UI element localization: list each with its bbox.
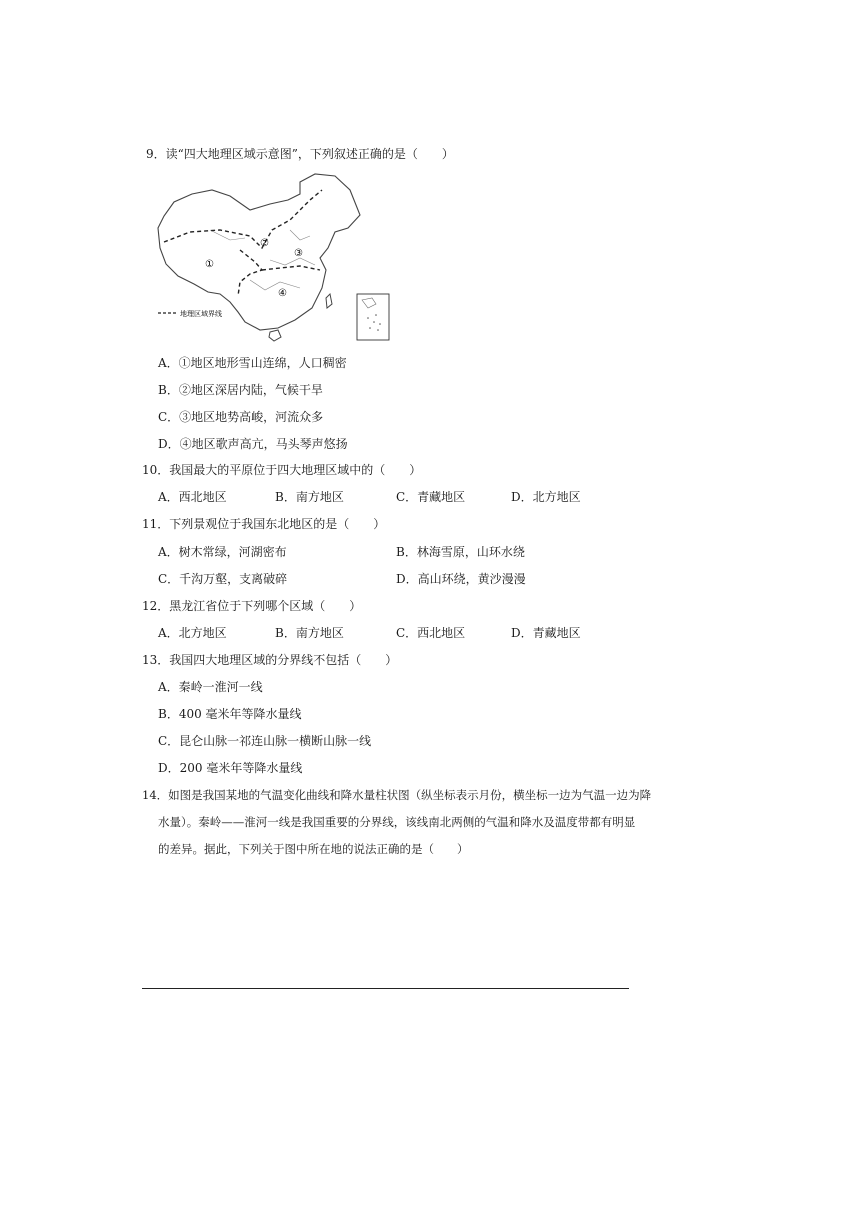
q9-option-d: D．④地区歌声高亢，马头琴声悠扬 — [158, 437, 348, 451]
q12-option-b: B．南方地区 — [275, 626, 344, 640]
q12-option-a: A．北方地区 — [158, 626, 227, 640]
q11-option-c: C．千沟万壑，支离破碎 — [158, 572, 288, 586]
q9-option-b: B．②地区深居内陆，气候干旱 — [158, 383, 323, 397]
q10-option-b: B．南方地区 — [275, 490, 344, 504]
question-14-stem-line-1: 14．如图是我国某地的气温变化曲线和降水量柱状图（纵坐标表示月份，横坐标一边为气温一边为降 — [142, 788, 652, 802]
question-14-stem-line-3: 的差异。据此，下列关于图中所在地的说法正确的是（ ） — [158, 842, 469, 856]
q11-option-b: B．林海雪原，山环水绕 — [396, 545, 525, 559]
region-label-3: ③ — [294, 248, 303, 259]
region-label-2: ② — [260, 238, 269, 249]
q9-option-a: A．①地区地形雪山连绵，人口稠密 — [158, 356, 347, 370]
region-label-1: ① — [205, 259, 214, 270]
boundary-qinling-huaihe — [262, 266, 320, 270]
q10-option-a: A．西北地区 — [158, 490, 227, 504]
q10-option-d: D．北方地区 — [511, 490, 581, 504]
q13-option-a: A．秦岭一淮河一线 — [158, 680, 263, 694]
china-four-regions-map — [150, 170, 395, 345]
q9-option-c: C．③地区地势高峻，河流众多 — [158, 410, 324, 424]
question-12-stem: 12．黑龙江省位于下列哪个区域（ ） — [142, 599, 362, 613]
legend-label: 地理区域界线 — [180, 310, 222, 318]
q11-option-a: A．树木常绿，河湖密布 — [158, 545, 287, 559]
q13-option-c: C．昆仑山脉一祁连山脉一横断山脉一线 — [158, 734, 372, 748]
china-outline — [158, 174, 360, 330]
question-13-stem: 13．我国四大地理区域的分界线不包括（ ） — [142, 653, 398, 667]
taiwan-island — [326, 294, 332, 308]
question-10-stem: 10．我国最大的平原位于四大地理区域中的（ ） — [142, 463, 422, 477]
q12-option-c: C．西北地区 — [396, 626, 466, 640]
region-label-4: ④ — [278, 288, 287, 299]
page-bottom-rule — [142, 988, 629, 989]
boundary-qinghai-tibet — [238, 250, 262, 296]
q12-option-d: D．青藏地区 — [511, 626, 581, 640]
question-11-stem: 11．下列景观位于我国东北地区的是（ ） — [142, 517, 386, 531]
south-china-sea-inset — [357, 294, 389, 340]
boundary-northwest-north — [164, 190, 322, 248]
q13-option-d: D．200 毫米年等降水量线 — [158, 761, 303, 775]
question-14-stem-line-2: 水量）。秦岭——淮河一线是我国重要的分界线，该线南北两侧的气温和降水及温度带都有明显 — [158, 815, 636, 829]
q11-option-d: D．高山环绕，黄沙漫漫 — [396, 572, 526, 586]
q10-option-c: C．青藏地区 — [396, 490, 466, 504]
q13-option-b: B．400 毫米年等降水量线 — [158, 707, 302, 721]
question-9-stem: 9．读“四大地理区域示意图”，下列叙述正确的是（ ） — [146, 147, 454, 161]
hainan-island — [269, 330, 281, 341]
